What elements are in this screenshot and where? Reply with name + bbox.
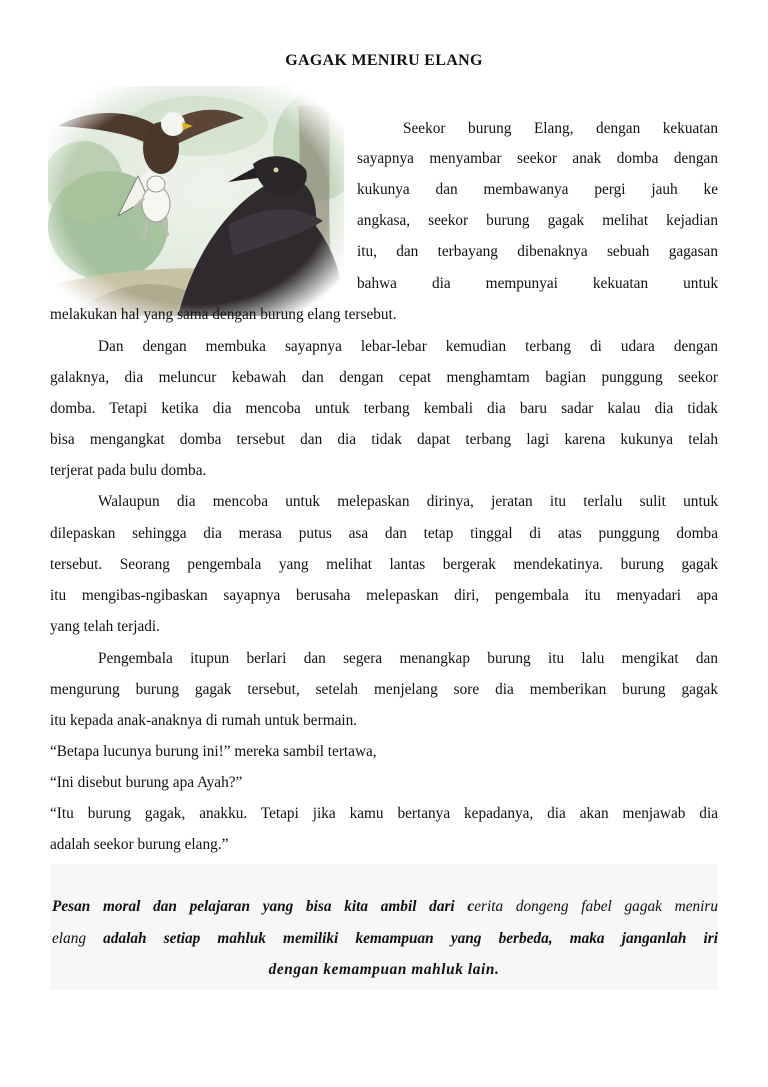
paragraph-1-line: itu, dan terbayang dibenaknya sebuah gagasan <box>357 243 718 260</box>
paragraph-2-line: Dan dengan membuka sayapnya lebar-lebar kemudian terbang di udara dengan <box>98 338 718 355</box>
paragraph-4-line: Pengembala itupun berlari dan segera menangkap burung itu lalu mengikat dan <box>98 650 718 667</box>
moral-line-2-italic: elang <box>52 930 86 947</box>
paragraph-3-line: Walaupun dia mencoba untuk melepaskan dirinya, jeratan itu terlalu sulit untuk <box>98 493 718 510</box>
paragraph-4-line: itu kepada anak-anaknya di rumah untuk bermain. <box>50 712 358 729</box>
dialogue-line: “Betapa lucunya burung ini!” mereka sambil tertawa, <box>50 743 377 760</box>
dialogue-line: “Ini disebut burung apa Ayah?” <box>50 774 243 791</box>
moral-line-1 <box>52 899 718 914</box>
paragraph-3-line: tersebut. Seorang pengembala yang melihat lantas bergerak mendekatinya. burung gagak <box>50 556 718 573</box>
paragraph-1-line: Seekor burung Elang, dengan kekuatan <box>403 120 718 137</box>
story-title: GAGAK MENIRU ELANG <box>285 52 483 69</box>
paragraph-1-line: melakukan hal yang sama dengan burung elang tersebut. <box>50 306 397 323</box>
eagle-lamb-crow-illustration <box>48 86 344 316</box>
paragraph-1-line: sayapnya menyambar seekor anak domba dengan <box>357 150 718 167</box>
moral-line-1-bold: Pesan moral dan pelajaran yang bisa kita ambil dari c <box>52 898 475 915</box>
dialogue-line: adalah seekor burung elang.” <box>50 836 229 853</box>
paragraph-1-line: angkasa, seekor burung gagak melihat kejadian <box>357 212 718 229</box>
paragraph-1-line: kukunya dan membawanya pergi jauh ke <box>357 181 718 198</box>
moral-line-2-bold: adalah setiap mahluk memiliki kemampuan yang berbeda, maka janganlah iri <box>86 930 718 947</box>
paragraph-2-line: domba. Tetapi ketika dia mencoba untuk terbang kembali dia baru sadar kalau dia tidak <box>50 400 718 417</box>
paragraph-2-line: galaknya, dia meluncur kebawah dan dengan cepat menghamtam bagian punggung seekor <box>50 369 718 386</box>
paragraph-4-line: mengurung burung gagak tersebut, setelah menjelang sore dia memberikan burung gagak <box>50 681 718 698</box>
moral-line-2 <box>52 931 718 946</box>
paragraph-3-line: dilepaskan sehingga dia merasa putus asa dan tetap tinggal di atas punggung domba <box>50 525 718 542</box>
moral-line-3: dengan kemampuan mahluk lain. <box>268 961 500 978</box>
paragraph-2-line: terjerat pada bulu domba. <box>50 462 207 479</box>
illustration-svg <box>48 86 344 316</box>
paragraph-2-line: bisa mengangkat domba tersebut dan dia tidak dapat terbang lagi karena kukunya telah <box>50 431 718 448</box>
paragraph-3-line: yang telah terjadi. <box>50 618 161 635</box>
moral-box <box>50 864 718 990</box>
paragraph-1-line: bahwa dia mempunyai kekuatan untuk <box>357 275 718 292</box>
dialogue-line: “Itu burung gagak, anakku. Tetapi jika kamu bertanya kepadanya, dia akan menjawab dia <box>50 805 718 822</box>
paragraph-3-line: itu mengibas-ngibaskan sayapnya berusaha melepaskan diri, pengembala itu menyadari apa <box>50 587 718 604</box>
moral-line-1-italic: erita dongeng fabel gagak meniru <box>474 898 718 915</box>
